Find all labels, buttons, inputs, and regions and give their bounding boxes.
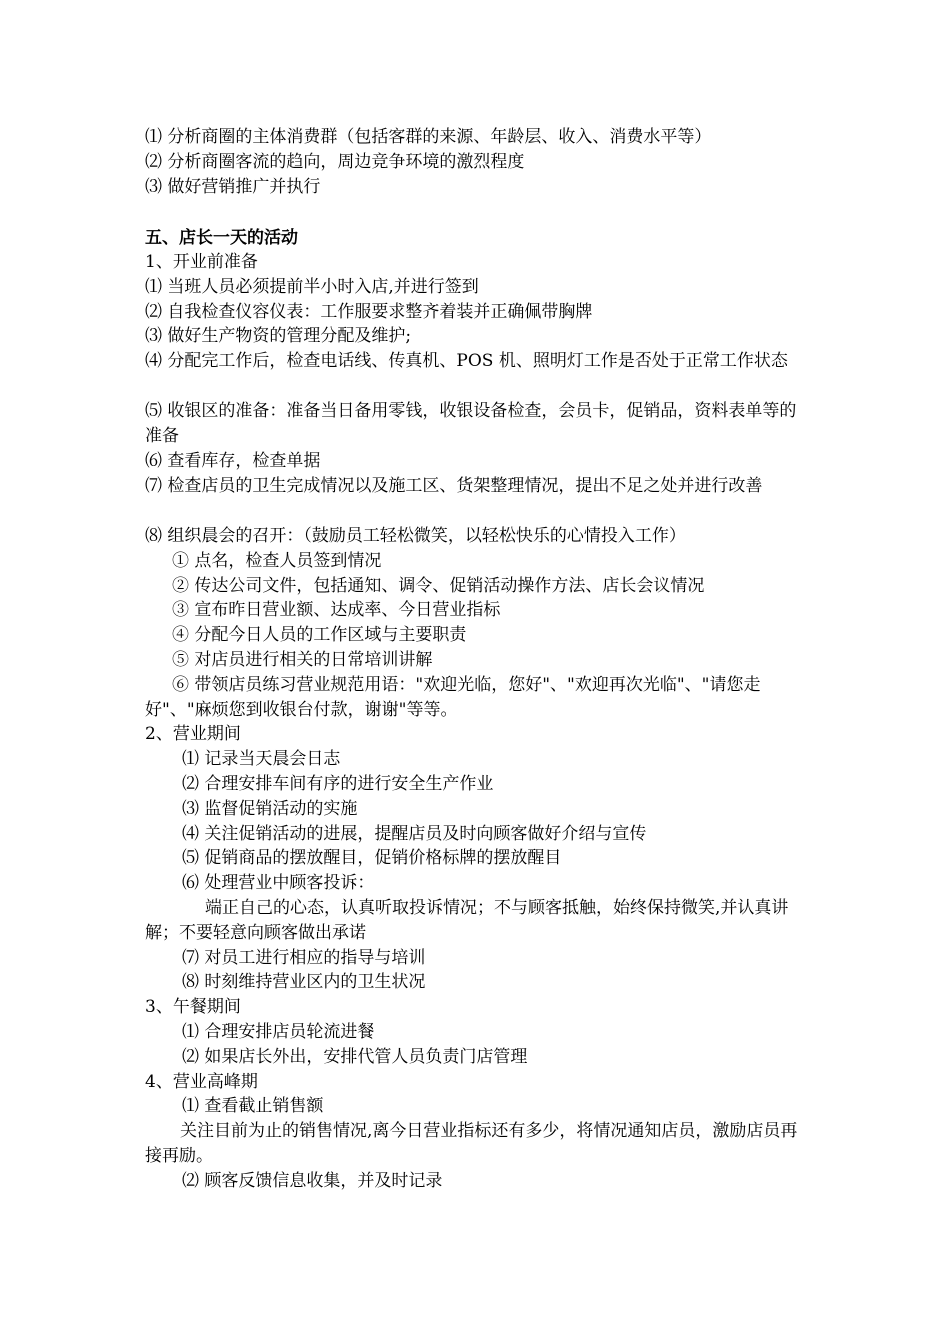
list-item: ⑸ 促销商品的摆放醒目，促销价格标牌的摆放醒目 <box>182 848 562 868</box>
subsection-title: 1、开业前准备 <box>145 252 258 272</box>
list-item: ⑴ 合理安排店员轮流进餐 <box>182 1022 375 1042</box>
list-item: ⑤ 对店员进行相关的日常培训讲解 <box>172 650 433 670</box>
list-item: ② 传达公司文件，包括通知、调令、促销活动操作方法、店长会议情况 <box>172 576 705 596</box>
list-item: ⑶ 做好营销推广并执行 <box>145 177 321 197</box>
list-item: ⑵ 分析商圈客流的趋向，周边竞争环境的激烈程度 <box>145 152 525 172</box>
list-item: ① 点名，检查人员签到情况 <box>172 551 382 571</box>
list-item: ⑥ 带领店员练习营业规范用语："欢迎光临，您好"、"欢迎再次光临"、"请您走好"、"麻烦您到收银台付款，谢谢"等等。 <box>145 675 761 720</box>
list-item: ④ 分配今日人员的工作区域与主要职责 <box>172 625 467 645</box>
subsection-title: 2、营业期间 <box>145 724 241 744</box>
list-item: ⑵ 自我检查仪容仪表：工作服要求整齐着装并正确佩带胸牌 <box>145 302 593 322</box>
list-item: ⑻ 时刻维持营业区内的卫生状况 <box>182 972 426 992</box>
subsection-title: 3、午餐期间 <box>145 997 241 1017</box>
list-item: ⑶ 做好生产物资的管理分配及维护; <box>145 326 412 346</box>
list-item: ⑺ 对员工进行相应的指导与培训 <box>182 948 426 968</box>
subsection-title: 4、营业高峰期 <box>145 1072 258 1092</box>
list-item: ⑷ 关注促销活动的进展，提醒店员及时向顾客做好介绍与宣传 <box>182 824 647 844</box>
list-item: ⑴ 查看截止销售额 <box>182 1096 324 1116</box>
list-item: ⑴ 当班人员必须提前半小时入店,并进行签到 <box>145 277 479 297</box>
paragraph: 关注目前为止的销售情况,离今日营业指标还有多少，将情况通知店员，激励店员再接再励。 <box>145 1121 798 1166</box>
list-item: ⑵ 合理安排车间有序的进行安全生产作业 <box>182 774 494 794</box>
list-item: ⑴ 分析商圈的主体消费群（包括客群的来源、年龄层、收入、消费水平等） <box>145 127 712 147</box>
list-item: ⑹ 处理营业中顾客投诉： <box>182 873 375 893</box>
section-heading: 五、店长一天的活动 <box>145 228 298 248</box>
paragraph: 端正自己的心态，认真听取投诉情况；不与顾客抵触，始终保持微笑,并认真讲解；不要轻意向顾客做出承诺 <box>145 898 789 943</box>
list-item: ⑵ 顾客反馈信息收集，并及时记录 <box>182 1171 443 1191</box>
list-item: ⑶ 监督促销活动的实施 <box>182 799 358 819</box>
list-item: ⑻ 组织晨会的召开：（鼓励员工轻松微笑，以轻松快乐的心情投入工作） <box>145 526 686 546</box>
list-item: ⑹ 查看库存，检查单据 <box>145 451 321 471</box>
list-item: ⑸ 收银区的准备：准备当日备用零钱，收银设备检查，会员卡，促销品，资料表单等的准备 <box>145 401 797 446</box>
list-item: ③ 宣布昨日营业额、达成率、今日营业指标 <box>172 600 501 620</box>
list-item: ⑴ 记录当天晨会日志 <box>182 749 341 769</box>
list-item: ⑵ 如果店长外出，安排代管人员负责门店管理 <box>182 1047 528 1067</box>
list-item: ⑺ 检查店员的卫生完成情况以及施工区、货架整理情况，提出不足之处并进行改善 <box>145 476 763 496</box>
list-item: ⑷ 分配完工作后，检查电话线、传真机、POS 机、照明灯工作是否处于正常工作状态 <box>145 351 788 371</box>
